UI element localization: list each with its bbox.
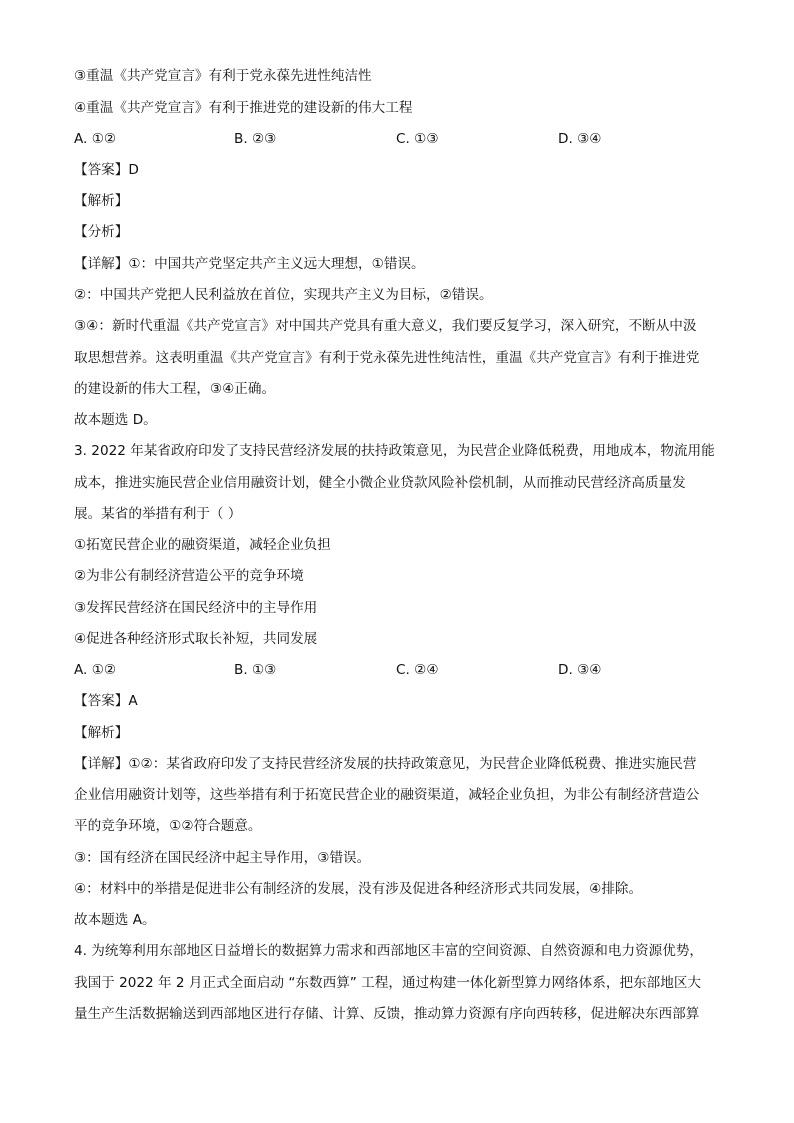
q2-conclusion: 故本题选 D。 — [74, 412, 157, 428]
q2-item-3: ③重温《共产党宣言》有利于党永葆先进性纯洁性 — [74, 68, 372, 84]
q3-detail-line: ④：材料中的举措是促进非公有制经济的发展，没有涉及促进各种经济形式共同发展，④排除。 — [74, 881, 643, 897]
q3-stem-line: 展。某省的举措有利于（ ） — [74, 506, 242, 522]
q2-fenxi-label: 【分析】 — [74, 224, 129, 240]
q3-options — [74, 660, 724, 680]
q3-option-b: B. ①③ — [234, 662, 277, 678]
q3-item-2: ②为非公有制经济营造公平的竞争环境 — [74, 568, 304, 584]
q3-option-d: D. ③④ — [558, 662, 602, 678]
q4-stem-line: 我国于 2022 年 2 月正式全面启动 “东数西算” 工程，通过构建一体化新型算力网络体系，把东部地区大 — [74, 975, 702, 991]
q2-option-c: C. ①③ — [396, 131, 439, 147]
q2-detail-line: ③④：新时代重温《共产党宣言》对中国共产党具有重大意义，我们要反复学习，深入研究，不断从中汲 — [74, 318, 697, 334]
q3-detail-line: 平的竞争环境，①②符合题意。 — [74, 818, 262, 834]
q3-conclusion: 故本题选 A。 — [74, 912, 156, 928]
q2-detail-line: ②：中国共产党把人民利益放在首位，实现共产主义为目标，②错误。 — [74, 287, 493, 303]
q2-detail-line: 取思想营养。这表明重温《共产党宣言》有利于党永葆先进性纯洁性，重温《共产党宣言》有利于推进党 — [74, 350, 700, 366]
q3-item-3: ③发挥民营经济在国民经济中的主导作用 — [74, 600, 318, 616]
q3-stem-line: 3. 2022 年某省政府印发了支持民营经济发展的扶持政策意见，为民营企业降低税费，用地成本，物流用能 — [74, 443, 715, 459]
q4-stem-line: 量生产生活数据输送到西部地区进行存储、计算、反馈，推动算力资源有序向西转移，促进解决东西部算 — [74, 1006, 700, 1022]
q2-answer: 【答案】D — [74, 162, 139, 178]
q2-jiexi-label: 【解析】 — [74, 193, 129, 209]
q3-stem-line: 成本，推进实施民营企业信用融资计划，健全小微企业贷款风险补偿机制，从而推动民营经济高质量发 — [74, 475, 686, 491]
q3-option-c: C. ②④ — [396, 662, 439, 678]
q2-options — [74, 129, 724, 149]
q3-jiexi-label: 【解析】 — [74, 725, 129, 741]
q3-item-1: ①拓宽民营企业的融资渠道，减轻企业负担 — [74, 537, 331, 553]
q4-stem-line: 4. 为统筹利用东部地区日益增长的数据算力需求和西部地区丰富的空间资源、自然资源和电力资源优势， — [74, 943, 704, 959]
q2-item-4: ④重温《共产党宣言》有利于推进党的建设新的伟大工程 — [74, 100, 413, 116]
q3-detail-line: 企业信用融资计划等，这些举措有利于拓宽民营企业的融资渠道，减轻企业负担，为非公有制经济营造公 — [74, 787, 700, 803]
q2-option-b: B. ②③ — [234, 131, 277, 147]
q3-detail-line: 【详解】①②：某省政府印发了支持民营经济发展的扶持政策意见，为民营企业降低税费、推进实施民营 — [74, 756, 697, 772]
q2-option-a: A. ①② — [74, 131, 117, 147]
q3-option-a: A. ①② — [74, 662, 117, 678]
q3-item-4: ④促进各种经济形式取长补短，共同发展 — [74, 631, 318, 647]
q2-detail-line: 的建设新的伟大工程，③④正确。 — [74, 381, 276, 397]
q3-detail-line: ③：国有经济在国民经济中起主导作用，③错误。 — [74, 850, 371, 866]
q3-answer: 【答案】A — [74, 693, 138, 709]
q2-option-d: D. ③④ — [558, 131, 602, 147]
q2-detail-line: 【详解】①：中国共产党坚定共产主义远大理想，①错误。 — [74, 256, 425, 272]
